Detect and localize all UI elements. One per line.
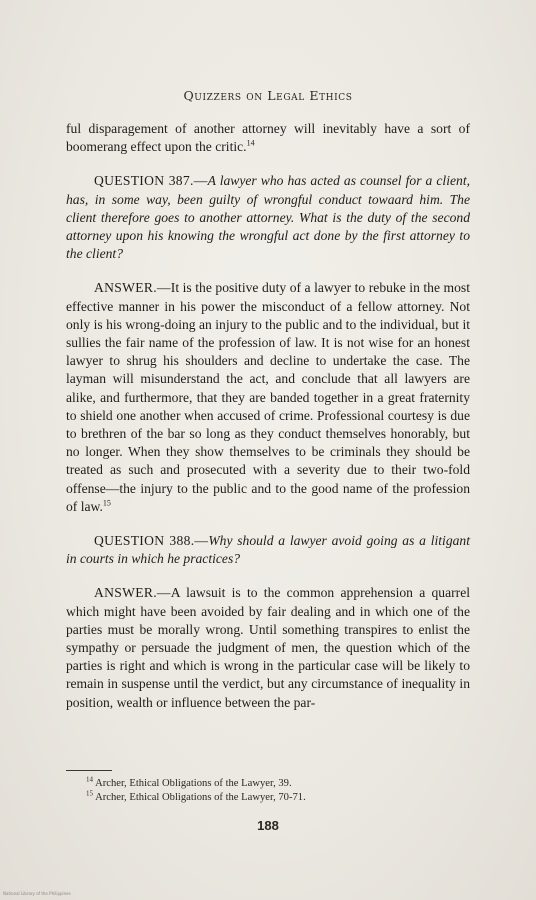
running-title: Quizzers on Legal Ethics xyxy=(183,88,353,103)
footnote-divider xyxy=(66,770,112,771)
answer-387-label: ANSWER.— xyxy=(94,280,171,296)
page-number: 188 xyxy=(257,818,279,833)
continuation-text: ful disparagement of another attorney will inevitably have a sort of boomerang effect upon the critic. xyxy=(66,121,470,155)
footnote-15-number: 15 xyxy=(86,789,93,798)
footnotes xyxy=(86,777,466,805)
footnote-14-number: 14 xyxy=(86,775,93,784)
scan-credit: National Library of the Philippines xyxy=(3,891,71,896)
answer-387 xyxy=(66,279,470,516)
footnote-ref-15: 15 xyxy=(102,498,111,508)
question-388-label: QUESTION 388.— xyxy=(94,533,209,549)
footnote-ref-14: 14 xyxy=(246,138,255,148)
question-387-label: QUESTION 387.— xyxy=(94,173,208,189)
question-388-text: Why should a lawyer avoid going as a litigant in courts in which he practices? xyxy=(66,533,471,567)
question-387 xyxy=(66,172,470,263)
answer-388-label: ANSWER.— xyxy=(94,585,171,601)
question-387-text: A lawyer who has acted as counsel for a client, has, in some way, been guilty of wrongful conduct towaard him. The client therefore goes to another attorney. What is the duty of the second attorney upon his knowing the wrongful act done by the first attorney to the client? xyxy=(66,173,470,262)
answer-388 xyxy=(66,584,470,711)
footnote-14-text: Archer, Ethical Obligations of the Lawyer, 39. xyxy=(95,778,292,789)
question-388 xyxy=(66,532,470,568)
answer-387-text: It is the positive duty of a lawyer to rebuke in the most effective manner in his power the misconduct of a fellow attorney. Not only is his wrong-doing an injury to the public and to the individual, but it sullies the fair name of the profession of law. It is not wise for an honest lawyer to shrug his shoulders and decline to undertake the case. The layman will misunderstand the act, and conclude that all lawyers are alike, and furthermore, that they are banded together in a great fraternity to shield one another when accused of crime. Professional courtesy is due to brethren of the bar so long as they conduct themselves honorably, but no longer. When they show themselves to be criminals they should be treated as such and prosecuted with a severity due to their two-fold offense—the injury to the public and to the good name of the profession of law. xyxy=(66,280,470,514)
continuation-paragraph xyxy=(66,120,470,156)
footnote-15 xyxy=(86,791,466,805)
page-body xyxy=(66,120,470,712)
answer-388-text: A lawsuit is to the common apprehension a quarrel which might have been avoided by fair dealing and in which one of the parties must be morally wrong. Until something transpires to enlist the sympathy or persuade the judgment of men, the question which of the parties is right and which is wrong in the particular case will be likely to remain in suspense until the verdict, but any circumstance of inequality in position, wealth or influence between the par- xyxy=(66,585,470,710)
footnote-14 xyxy=(86,777,466,791)
footnote-15-text: Archer, Ethical Obligations of the Lawyer, 70-71. xyxy=(95,792,306,803)
